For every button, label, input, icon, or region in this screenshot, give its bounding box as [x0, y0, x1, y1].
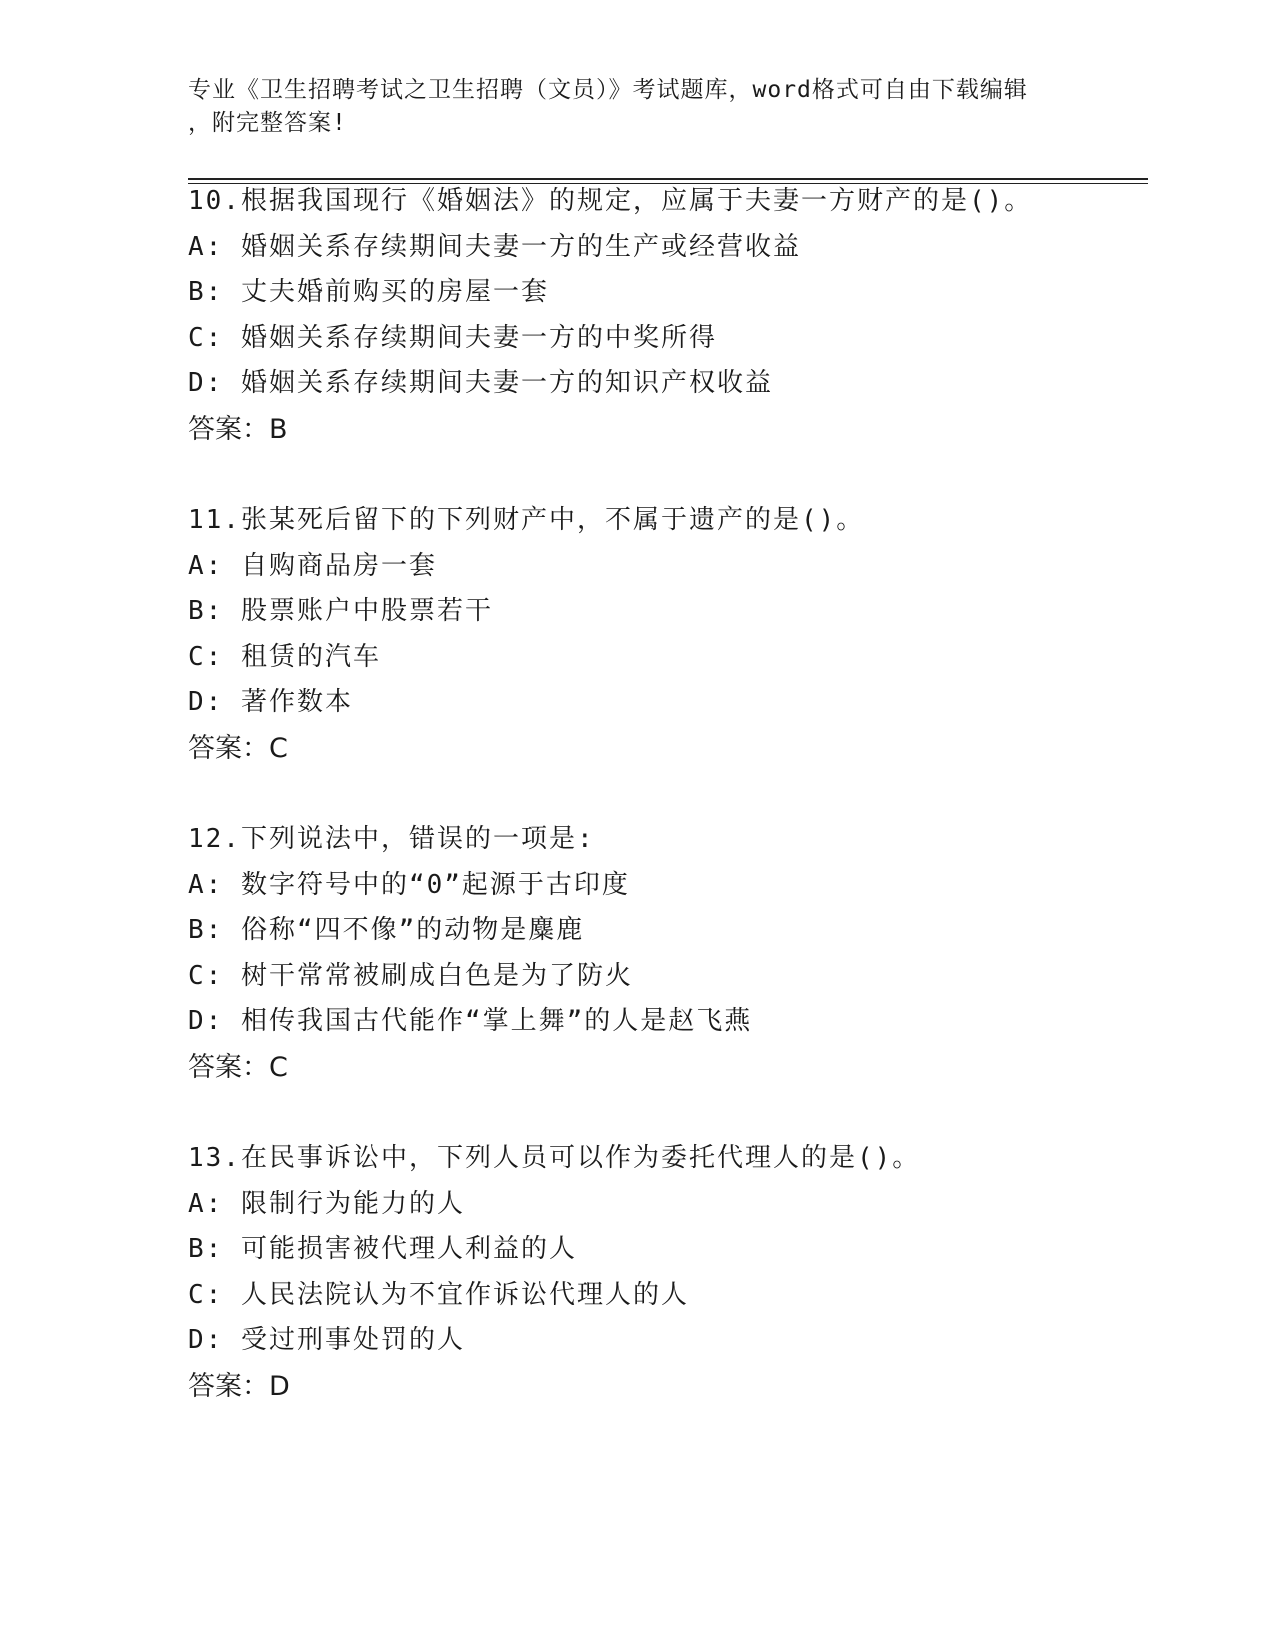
answer: 答案：D [188, 1370, 290, 1402]
option-b: B: 俗称“四不像”的动物是麋鹿 [188, 915, 585, 945]
option-c: C: 人民法院认为不宜作诉讼代理人的人 [188, 1279, 689, 1310]
option-d: D: 婚姻关系存续期间夫妻一方的知识产权收益 [188, 368, 773, 398]
question-10 [188, 179, 1148, 452]
question-11 [188, 498, 1148, 771]
answer: 答案：C [188, 1051, 288, 1083]
question-stem: 11.张某死后留下的下列财产中，不属于遗产的是()。 [188, 505, 865, 535]
option-d: D: 著作数本 [188, 687, 353, 717]
option-d: D: 相传我国古代能作“掌上舞”的人是赵飞燕 [188, 1006, 753, 1036]
question-13 [188, 1136, 1148, 1409]
option-b: B: 可能损害被代理人利益的人 [188, 1234, 577, 1264]
header-line-1: 专业《卫生招聘考试之卫生招聘（文员）》考试题库，word格式可自由下载编辑 [188, 77, 1028, 103]
option-b: B: 丈夫婚前购买的房屋一套 [188, 277, 549, 307]
document-header [188, 74, 1088, 140]
question-stem: 12.下列说法中，错误的一项是: [188, 824, 595, 854]
question-stem: 13.在民事诉讼中，下列人员可以作为委托代理人的是()。 [188, 1143, 921, 1173]
answer: 答案：B [188, 413, 288, 445]
option-d: D: 受过刑事处罚的人 [188, 1325, 465, 1355]
question-12 [188, 817, 1148, 1090]
question-stem: 10.根据我国现行《婚姻法》的规定，应属于夫妻一方财产的是()。 [188, 186, 1033, 216]
option-a: A: 限制行为能力的人 [188, 1188, 465, 1219]
option-c: C: 租赁的汽车 [188, 641, 381, 672]
answer: 答案：C [188, 732, 288, 764]
header-line-2: ，附完整答案! [188, 110, 347, 136]
option-c: C: 婚姻关系存续期间夫妻一方的中奖所得 [188, 322, 717, 353]
option-a: A: 婚姻关系存续期间夫妻一方的生产或经营收益 [188, 231, 801, 262]
option-b: B: 股票账户中股票若干 [188, 596, 493, 626]
option-c: C: 树干常常被刷成白色是为了防火 [188, 960, 633, 991]
option-a: A: 自购商品房一套 [188, 550, 437, 581]
option-a: A: 数字符号中的“0”起源于古印度 [188, 869, 630, 900]
